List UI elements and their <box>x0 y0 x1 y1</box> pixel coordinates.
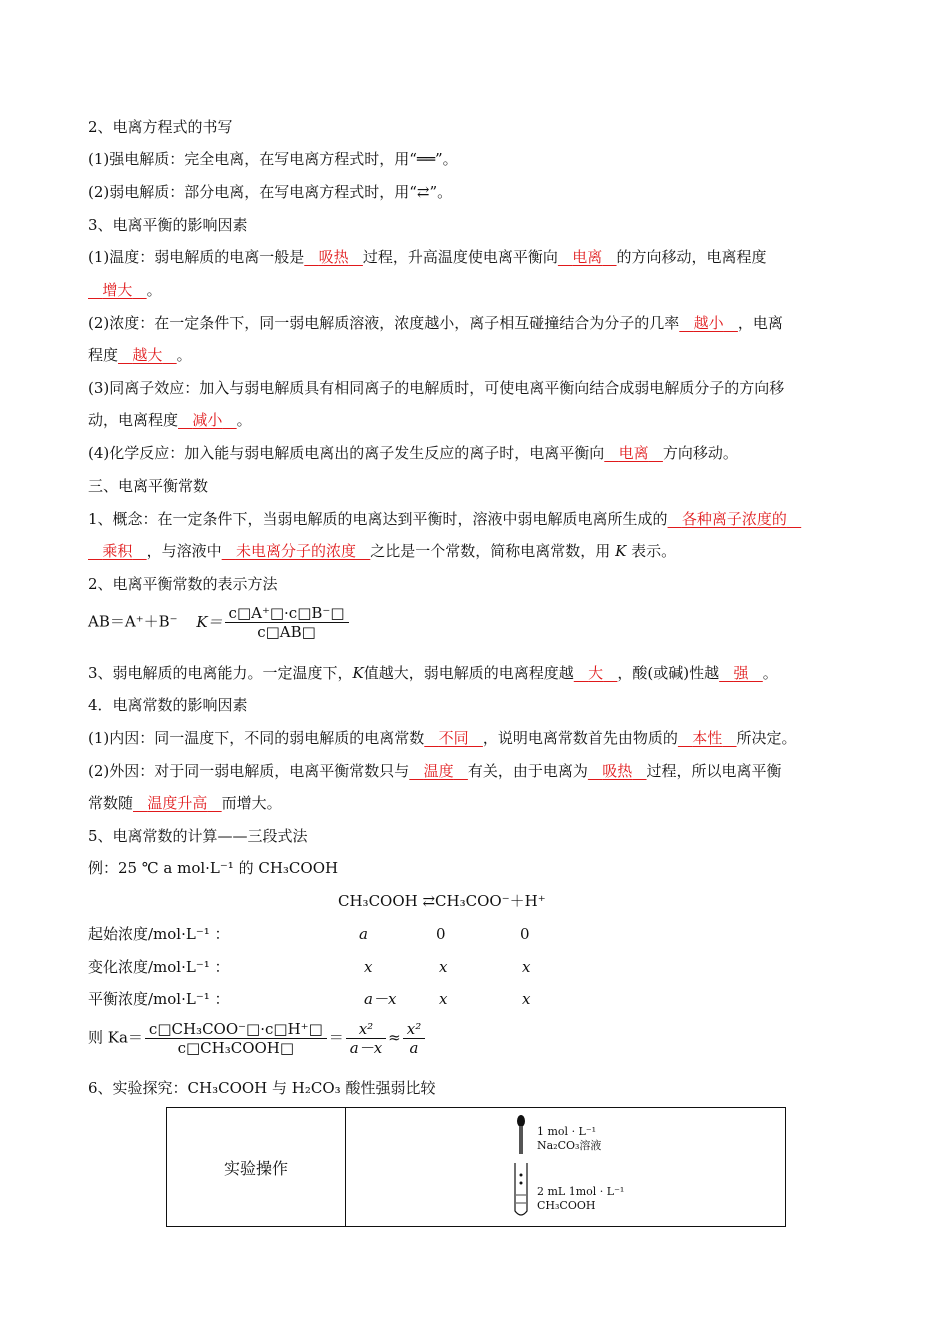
text-line <box>88 280 162 300</box>
experiment-table <box>166 1107 786 1227</box>
text: ，电离 <box>737 314 783 332</box>
approx-fraction <box>403 1020 425 1057</box>
text: ，说明电离常数首先由物质的 <box>482 729 678 747</box>
text-line: (1)强电解质：完全电离，在写电离方程式时，用“══”。 <box>88 150 458 168</box>
text: (2)外因：对于同一弱电解质，电离平衡常数只与 <box>88 762 410 780</box>
k-numerator: c□A⁺□·c□B⁻□ <box>225 604 349 623</box>
symbol-k: K <box>615 542 627 560</box>
text-line <box>88 410 252 430</box>
answer-blank: 温度升高 <box>147 794 208 812</box>
k-fraction <box>225 604 349 641</box>
answer-blank: 本性 <box>692 729 723 747</box>
top-reagent-concentration: 1 mol · L⁻¹ <box>537 1125 597 1138</box>
text-line <box>88 443 738 463</box>
start-value-1: a <box>359 925 368 943</box>
bottom-reagent-label <box>537 1185 624 1213</box>
text-line <box>88 761 782 781</box>
eq-value-3: x <box>522 990 531 1008</box>
text: 有关，由于电离为 <box>467 762 588 780</box>
text-line: (3)同离子效应：加入与弱电解质具有相同离子的电解质时，可使电离平衡向结合成弱电解质分子的方向移 <box>88 379 785 397</box>
test-tube-dropper-icon <box>511 1113 531 1221</box>
text-line: (2)弱电解质：部分电离，在写电离方程式时，用“⇄”。 <box>88 183 453 201</box>
text: ，与溶液中 <box>146 542 222 560</box>
answer-blank: 吸热 <box>318 248 349 266</box>
text-line <box>88 663 778 683</box>
text: 方向移动。 <box>662 444 738 462</box>
change-value-2: x <box>439 958 448 976</box>
k-formula <box>88 604 351 641</box>
text-line <box>88 345 192 365</box>
text: (1)温度：弱电解质的电离一般是 <box>88 248 305 266</box>
text-line <box>88 541 676 561</box>
row-change-label: 变化浓度/mol·L⁻¹ ： <box>88 958 230 976</box>
answer-blank: 强 <box>733 664 749 682</box>
row-start-label: 起始浓度/mol·L⁻¹ ： <box>88 925 230 943</box>
text: 之比是一个常数，简称电离常数，用 <box>370 542 611 560</box>
approx-denominator: a <box>409 1039 419 1057</box>
text-line <box>88 509 801 529</box>
a-minus-x-denominator: a－x <box>349 1039 383 1057</box>
section-heading: 2、电离方程式的书写 <box>88 118 233 136</box>
experiment-label-cell <box>167 1108 346 1227</box>
text: 。 <box>146 281 162 299</box>
approx-numerator: x² <box>403 1020 425 1039</box>
answer-blank: 增大 <box>102 281 133 299</box>
eq-value-2: x <box>439 990 448 1008</box>
text: 过程，升高温度使电离平衡向 <box>362 248 558 266</box>
answer-blank: 越大 <box>132 346 163 364</box>
text: 所决定。 <box>736 729 797 747</box>
text: 而增大。 <box>221 794 282 812</box>
answer-blank: 乘积 <box>102 542 133 560</box>
answer-blank: 减小 <box>192 411 223 429</box>
text: 。 <box>176 346 192 364</box>
section-heading: 三、电离平衡常数 <box>88 477 209 495</box>
text: 常数随 <box>88 794 134 812</box>
text-line <box>88 247 767 267</box>
bottom-reagent-concentration: 2 mL 1mol · L⁻¹ <box>537 1185 625 1198</box>
x2-fraction <box>346 1020 386 1057</box>
text: (2)浓度：在一定条件下，同一弱电解质溶液，浓度越小，离子相互碰撞结合为分子的几率 <box>88 314 680 332</box>
row-eq-label: 平衡浓度/mol·L⁻¹ ： <box>88 990 230 1008</box>
text-line <box>88 793 282 813</box>
top-reagent-label <box>537 1125 601 1153</box>
top-reagent-name: Na₂CO₃溶液 <box>537 1139 602 1152</box>
answer-blank: 电离 <box>618 444 649 462</box>
example-line: 例：25 ℃ a mol·L⁻¹ 的 CH₃COOH <box>88 859 339 877</box>
text: 的方向移动，电离程度 <box>616 248 767 266</box>
answer-blank: 各种离子浓度的 <box>681 510 787 528</box>
section-heading: 3、电离平衡的影响因素 <box>88 216 248 234</box>
text: ，酸(或碱)性越 <box>617 664 720 682</box>
answer-blank: 吸热 <box>602 762 633 780</box>
text: (4)化学反应：加入能与弱电解质电离出的离子发生反应的离子时，电离平衡向 <box>88 444 605 462</box>
text: 表示。 <box>631 542 677 560</box>
text-line <box>88 728 797 748</box>
answer-blank: 温度 <box>423 762 454 780</box>
text-line <box>88 313 783 333</box>
change-value-1: x <box>364 958 373 976</box>
start-value-3: 0 <box>520 925 530 943</box>
section-heading: 4．电离常数的影响因素 <box>88 696 248 714</box>
answer-blank: 未电离分子的浓度 <box>235 542 356 560</box>
text: 。 <box>762 664 778 682</box>
text: 动，电离程度 <box>88 411 179 429</box>
experiment-diagram-cell <box>346 1108 786 1227</box>
section-heading: 5、电离常数的计算——三段式法 <box>88 827 308 845</box>
ka-fraction <box>145 1020 327 1057</box>
text: 3、弱电解质的电离能力。一定温度下， <box>88 664 353 682</box>
ka-label: 则 Ka＝ <box>88 1028 143 1047</box>
x2-numerator: x² <box>346 1020 386 1039</box>
text: 程度 <box>88 346 119 364</box>
answer-blank: 不同 <box>438 729 469 747</box>
section-heading: 2、电离平衡常数的表示方法 <box>88 575 278 593</box>
reaction-equation: CH₃COOH ⇄CH₃COO⁻＋H⁺ <box>338 892 546 910</box>
approx-sign: ≈ <box>388 1028 401 1047</box>
change-value-3: x <box>522 958 531 976</box>
text: 。 <box>236 411 252 429</box>
answer-blank: 越小 <box>693 314 724 332</box>
answer-blank: 大 <box>588 664 604 682</box>
bottom-reagent-name: CH₃COOH <box>537 1199 596 1212</box>
k-denominator: c□AB□ <box>257 623 316 641</box>
k-label: K＝ <box>196 612 223 631</box>
experiment-label: 实验操作 <box>223 1158 288 1178</box>
ka-numerator: c□CH₃COO⁻□·c□H⁺□ <box>145 1020 327 1039</box>
symbol-k: K <box>352 664 364 682</box>
text: 1、概念：在一定条件下，当弱电解质的电离达到平衡时，溶液中弱电解质电离所生成的 <box>88 510 668 528</box>
text: 值越大，弱电解质的电离程度越 <box>363 664 574 682</box>
answer-blank: 电离 <box>572 248 603 266</box>
ka-formula <box>88 1020 427 1057</box>
text: 过程，所以电离平衡 <box>646 762 782 780</box>
equals: ＝ <box>328 1028 344 1047</box>
start-value-2: 0 <box>436 925 446 943</box>
eq-value-1: a－x <box>364 990 397 1008</box>
ab-equation: AB＝A⁺＋B⁻ <box>88 612 178 631</box>
ka-denominator: c□CH₃COOH□ <box>177 1039 295 1057</box>
text: (1)内因：同一温度下，不同的弱电解质的电离常数 <box>88 729 425 747</box>
section-heading: 6、实验探究：CH₃COOH 与 H₂CO₃ 酸性强弱比较 <box>88 1079 436 1097</box>
